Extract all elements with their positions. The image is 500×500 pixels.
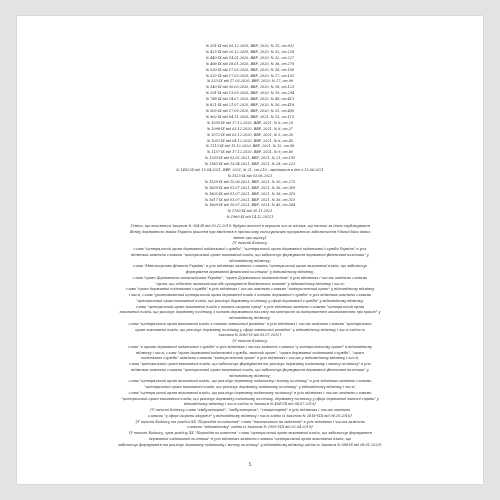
text-line: {У тексті Кодексу та розділі XX "Перехідні положення" слова "тимчасового на зайнятій" в усіх відмінках і числах замінено [135,419,365,424]
text-line: слова "центральний орган виконавчої влади з питань охорони праці" в усіх відмінках замінено словами "центральний орган [135,304,365,309]
text-line: слова "орган Державного казначейства України", "орган Державного казначейства" в усіх відмінках і числах замінено словами [132,275,368,280]
amendment-line: № 1052-IX від 04.12.2020, ВВР, 2021, № 6, ст.45 [206,138,294,143]
amendment-line: № 1609-IX від 01.07.2021, ВВР, 2021, № 36, ст.309 [204,185,296,190]
text-line: слова "центральний орган виконавчої влади, що реалізує державну податкову і митну політику" в усіх відмінках замінено словами [128,379,372,384]
text-line: слова "центральний орган виконавчої влади, що забезпечує формування та реалізує державну податкову і митну політику" в усіх [129,362,371,366]
amendment-line: № 903-IX від 17.09.2020, ВВР, 2020, № 51, ст.490 [205,108,295,113]
amendment-line: № 1539-IX від 15.06.2021, ВВР, 2021, № 30, ст.273 [204,179,296,184]
document-page [17,16,483,484]
text-line: {У тексті Кодексу слова "амбулаторній", "амбулаторних", "стаціонарній" в усіх відмінках і числах замінено [149,408,351,412]
text-line: формування державної фінансової політики" у відповідному відмінку; [185,270,315,274]
text-line: Фонду державного майна України рішення про введення в промислову експлуатацію програмного забезпечення Єдиної бази даних [129,229,371,234]
text-line: "центральний орган виконавчої влади, що реалізує державну податкову політику" у відповідному відмінку і числі; [144,385,356,389]
text-line: слова "в органи державної податкової служби" в усіх відмінках і числах замінено словами "у контролюючому органі" в відповідному [128,344,372,349]
text-line: словами "відповідному" згідно із Законом № 1909-VIII від 02.04.2019} [186,425,314,430]
text-line: Законом № 5083-VI від 05.07.2012} [218,333,282,338]
amendment-line: № 591-IX від 13.05.2020, ВВР, 2020, № 19, ст.294 [205,91,295,96]
text-line: звітів про оцінку} [233,235,267,240]
page-number: 5 [248,462,252,468]
amendment-list [17,44,483,221]
amendment-line: № 821-IX від 21.07.2020, ВВР, 2020, № 50, ст.418 [205,103,295,108]
text-line: відповідному відмінку і числі згідно із Законом № 404-VII від 04.07.2013} [183,402,317,407]
text-line: відмінках замінено словами "центральний орган виконавчої влади, що забезпечує формування державної фінансової політики" у [131,252,369,257]
text-line: слова "центральний орган виконавчої влади з питань зовнішньої розвідки" в усіх відмінках і числах замінено словами "центральний [128,321,372,326]
text-line: {У тексті Кодексу: [231,241,269,246]
text-line: слова "центральний орган державної податкової служби", "центральний орган державної податкової служби України" в усіх [133,247,367,251]
text-line: відповідному відмінку; [229,373,271,378]
amendment-line: № 1095-IX від 17.12.2020, ВВР, 2021, № 6, ст.29 [206,120,294,125]
amendment-line: № 1960-IX від 14.12.2021} [226,215,274,220]
text-line: "центральний орган виконавчої влади, що реалізує державну податкову політику, державну політику у сфері державної митної справи" у [121,396,379,401]
text-line: "орган, що здійснює казначейське обслуговування бюджетних коштів" у відповідному відмінку і числі; [155,281,345,286]
amendment-line: № 391-IX від 05.12.2019, ВВР, 2020, № 15, ст.93} [205,44,295,48]
amendment-line: № 425-IX від 20.12.2019, ВВР, 2020, № 32, ст.228 [205,49,295,54]
text-line: відповідному відмінку; [229,258,271,263]
amendment-line: № 1295-IX від 03.02.2021, ВВР, 2021, № 21, ст.195 [204,156,296,161]
amendment-line: № 532-IX від 17.03.2020, ВВР, 2020, № 17, ст.101 [205,73,295,78]
document-body [43,224,457,448]
text-line: забезпечує формування та реалізує державну податкову і митну політику" у відповідному відмінку згідно із Законом № 588-IX від 08.01.2020} [118,442,382,447]
text-line: податкової служби" замінено словами "контролюючий орган" в усіх відмінках і числах у відповідному відмінку і числі; [141,356,359,361]
text-line: "центральний орган виконавчої влади, що реалізує державну політику у сфері державної служби" у відповідному відмінку; [136,298,364,303]
text-line: слова "центральний орган виконавчої влади, що реалізує державну податкову політику" в усіх відмінках і числах замінено словами [128,390,372,395]
amendment-line: № 1072-IX від 03.12.2020, ВВР, 2021, № 5, ст.30 [206,132,294,137]
amendment-line: № 1617-IX від 01.07.2021, ВВР, 2021, № 36, ст.315 [204,197,296,202]
amendment-line: № 440-IX від 14.01.2020, ВВР, 2020, № 32, ст.227 [205,55,295,60]
amendment-line: № 1383-IX від 13.04.2021, ВВР, 2021, № 28, ст.223 [204,162,296,167]
text-line: відмінках замінено словами "центральний орган виконавчої влади, що забезпечує формування державної фінансової політики" у [131,367,369,372]
text-line: {У тексті Кодексу: [231,339,269,343]
text-line: {У тексті Кодексу, крім розділу XX "Перехідні положення" слова "центральний орган виконавчої влади, що забезпечує формування [128,431,372,435]
text-line: словами "у сфері охорони здоров'я" у відповідному відмінку і числі згідно із Законом № 1618-VIII від 06.10.2016} [147,413,353,418]
amendment-line: № 1525-IX від 03.06.2021 [227,173,273,178]
amendment-line: № 962-IX від 04.11.2020, ВВР, 2021, № 13, ст.115 [205,114,295,119]
text-line: слова "орган державної податкової служби" в усіх відмінках і числах замінено словами "контролюючий орган" у відповідному відмінку [125,287,375,292]
text-line: слова "Міністерство фінансів України" в усіх відмінках замінено словами "центральний орган виконавчої влади, що забезпечує [132,264,368,269]
amendment-line: № 533-IX від 17.03.2020, ВВР, 2020, № 17, ст.99 [206,79,294,84]
text-line: відмінку і числі; слова "орган державної податкової служби, митний орган", "орган державної податкової служби", "орган [136,350,364,355]
amendment-line: № 1793-IX від 30.11.2021 [227,209,273,214]
amendment-line: № 1157-IX від 17.12.2020, ВВР, 2021, № 9, ст.60 [206,150,294,155]
text-line: орган виконавчої влади, що реалізує державну політику у сфері зовнішньої розвідки" у відповідному відмінку і числі згідно із [135,327,365,332]
amendment-line: № 1462-IX від 15.04.2021, ВВР, 2021, № 21, ст.210 – вводиться в дію з 15.06.2021 [176,168,324,173]
amendment-line: № 1669-IX від 15.07.2021, ВВР, 2021, № 45, ст.364 [204,203,296,208]
text-line: {Зміни, що вносяться Законом № 354-IX від 05.12.2019, будуть внесені в першого числа місяця, що настає за днем опублікування [130,224,370,228]
text-line: державної податкової політики" в усіх відмінках замінено словами "центральний орган виконавчої влади, що [148,436,352,441]
text-line: виконавчої влади, що реалізує державну політику з питань державного нагляду та контролю за додержанням законодавства про працю" у [119,310,381,315]
amendment-line: № 786-IX від 14.07.2020, ВВР, 2020, № 49, ст.413 [205,97,295,102]
text-line: і числі; слова "уповноважений центральний орган державної влади з питань державної служби" в усіх відмінках замінено словами [128,293,372,297]
amendment-line: № 540-IX від 30.03.2020, ВВР, 2020, № 18, ст.123 [205,85,295,90]
amendment-line: № 1605-IX від 01.07.2021, ВВР, 2021, № 38, ст.319 [204,191,296,196]
amendment-line: № 1098-IX від 03.12.2020, ВВР, 2021, № 6, ст.37 [206,126,294,131]
amendment-line: № 530-IX від 17.03.2020, ВВР, 2020, № 16, ст.100 [205,67,295,72]
amendment-line: № 466-IX від 16.01.2020, ВВР, 2020, № 36, ст.276 [205,61,295,66]
amendment-line: № 1115-IX від 15.12.2020, ВВР, 2021, № 12, ст.98 [205,144,295,149]
text-line: відповідному відмінку; [229,316,271,320]
